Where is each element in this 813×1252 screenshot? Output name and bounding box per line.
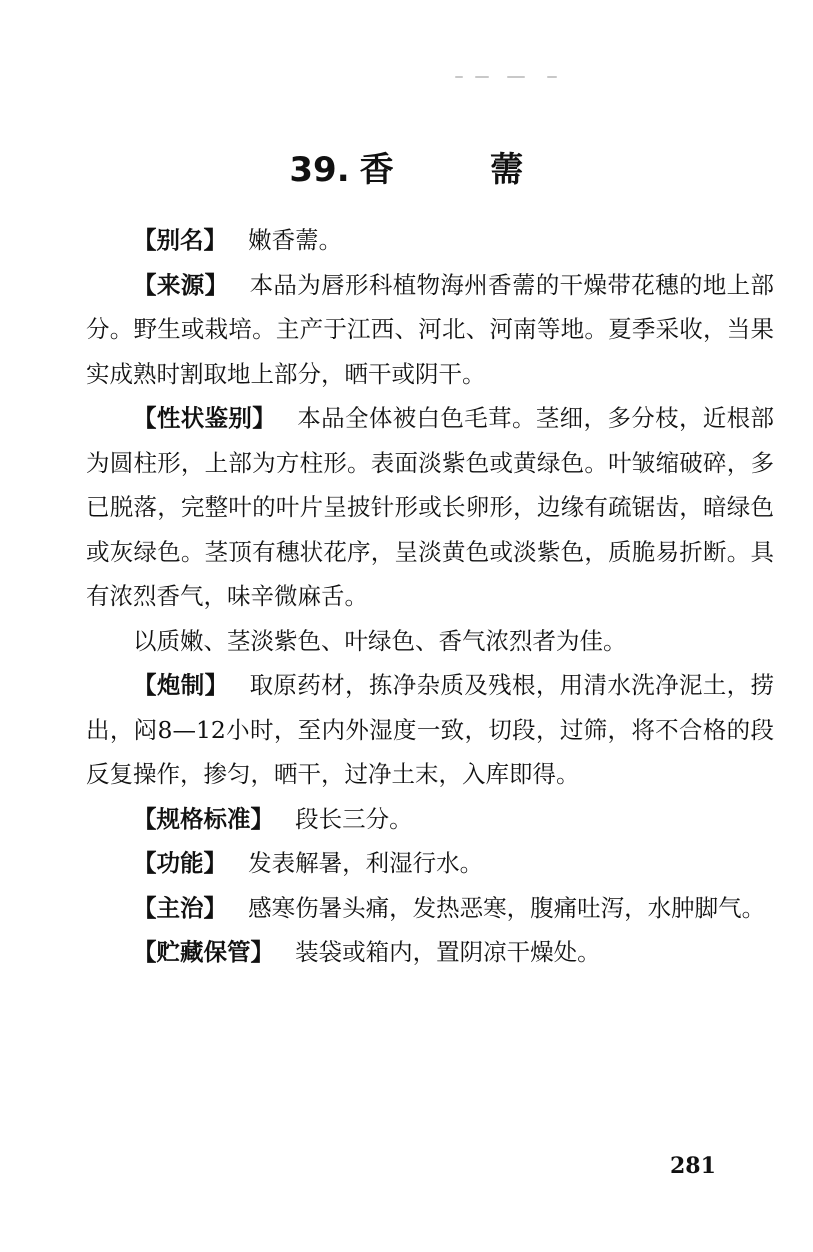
section-label: 【贮藏保管】 <box>133 938 274 966</box>
section-text: 以质嫩、茎淡紫色、叶绿色、香气浓烈者为佳。 <box>133 626 627 655</box>
section-quality-note <box>86 619 774 664</box>
section-text: 嫩香薷。 <box>248 226 343 254</box>
section-text: 发表解暑，利湿行水。 <box>248 849 484 877</box>
entry-title-char-1: 香 <box>359 150 394 190</box>
section-storage <box>86 930 774 975</box>
page-number: 281 <box>670 1153 716 1179</box>
entry-title-char-2: 薷 <box>489 150 524 190</box>
section-processing <box>86 663 774 797</box>
section-specification <box>86 797 774 842</box>
section-text: 取原药材，拣净杂质及残根，用清水洗净泥土，捞出，闷8—12小时，至内外湿度一致，切段，过筛，将不合格的段反复操作，掺匀，晒干，过净土末，入库即得。 <box>86 671 775 788</box>
section-label: 【功能】 <box>133 849 227 877</box>
section-text: 本品为唇形科植物海州香薷的干燥带花穗的地上部分。野生或栽培。主产于江西、河北、河南等地。夏季采收，当果实成熟时割取地上部分，晒干或阴干。 <box>86 270 775 388</box>
section-text: 感寒伤暑头痛，发热恶寒，腹痛吐泻，水肿脚气。 <box>248 893 766 922</box>
section-source <box>86 263 774 397</box>
section-text: 装袋或箱内，置阴凉干燥处。 <box>295 938 601 966</box>
section-identification <box>86 396 774 619</box>
section-label: 【主治】 <box>133 893 227 922</box>
section-function <box>86 841 774 886</box>
section-indications <box>86 886 774 931</box>
section-label: 【性状鉴别】 <box>133 404 277 432</box>
entry-body <box>86 218 774 975</box>
section-alias <box>86 218 774 263</box>
entry-number: 39. <box>289 150 350 190</box>
entry-title <box>0 148 813 192</box>
section-text: 段长三分。 <box>295 804 413 833</box>
section-text: 本品全体被白色毛茸。茎细，多分枝，近根部为圆柱形，上部为方柱形。表面淡紫色或黄绿色。叶皱缩破碎，多已脱落，完整叶的叶片呈披针形或长卵形，边缘有疏锯齿，暗绿色或灰绿色。茎顶有穗状花序，呈淡黄色或淡紫色，质脆易折断。具有浓烈香气，味辛微麻舌。 <box>86 404 775 610</box>
section-label: 【来源】 <box>133 270 229 299</box>
section-label: 【炮制】 <box>133 671 229 699</box>
section-label: 【规格标准】 <box>133 804 274 833</box>
section-label: 【别名】 <box>133 226 227 254</box>
scan-smudge <box>455 76 565 80</box>
